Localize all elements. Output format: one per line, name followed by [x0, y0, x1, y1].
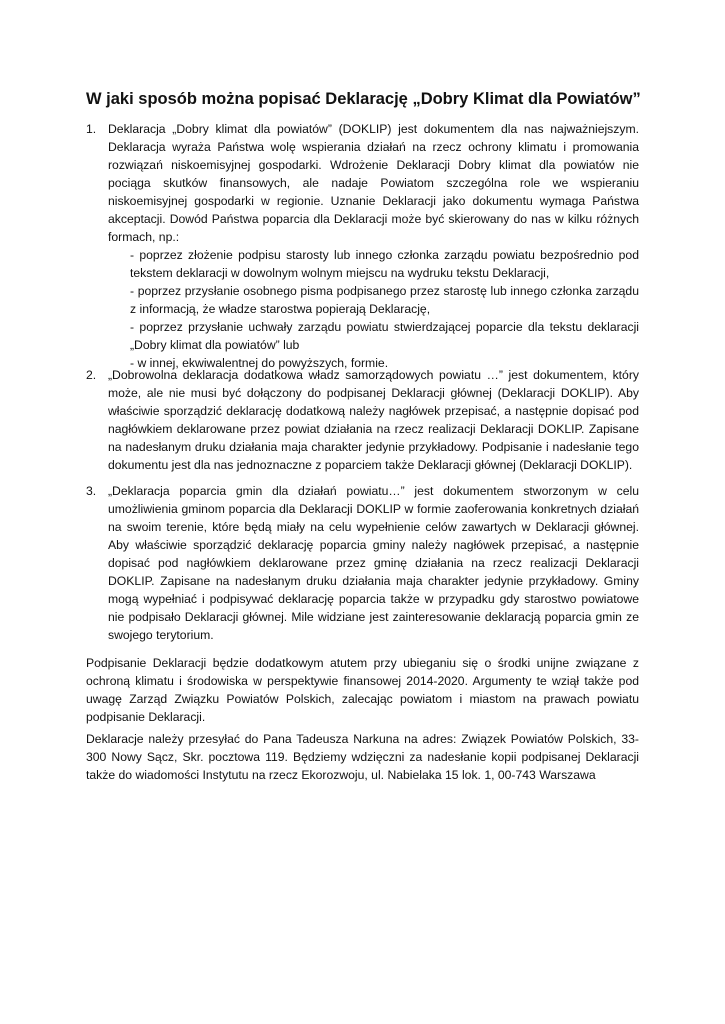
list-item-1: [86, 120, 639, 372]
paragraph-address: Deklaracje należy przesyłać do Pana Tadeusza Narkuna na adres: Związek Powiatów Polskich, 33-300 Nowy Sącz, Skr. pocztowa 119. Będziemy wdzięczni za nadesłanie kopii podpisanej Deklaracji także do wiadomości Instytutu na rzecz Ekorozwoju, ul. Nabielaka 15 lok. 1, 00-743 Warszawa: [86, 732, 639, 782]
list-item-text: Deklaracja „Dobry klimat dla powiatów” (DOKLIP) jest dokumentem dla nas najważniejszym. Deklaracja wyraża Państwa wolę wspierania działań na rzecz ochrony klimatu i promowania rozwiązań niskoemisyjnej gospodarki. Wdrożenie Deklaracji Dobry klimat dla powiatów nie pociąga skutków finansowych, ale nadaje Powiatom szczególna role we wspieraniu niskoemisyjnej gospodarki w regionie. Uznanie Deklaracji jako dokumentu wymaga Państwa akceptacji. Dowód Państwa poparcia dla Deklaracji może być skierowany do nas w kilku różnych formach, np.:: [108, 122, 639, 244]
option-letter: - poprzez przysłanie osobnego pisma podpisanego przez starostę lub innego członka zarządu z informacją, że władze starostwa popierają Deklarację,: [130, 284, 639, 316]
page-title: W jaki sposób można popisać Deklarację „Dobry Klimat dla Powiatów”: [86, 90, 641, 108]
list-item-text: „Deklaracja poparcia gmin dla działań powiatu…” jest dokumentem stworzonym w celu umożliwienia gminom poparcia dla Deklaracji DOKLIP w formie zaoferowania konkretnych działań na swoim terenie, które będą miały na celu wypełnienie celów zawartych w Deklaracji głównej. Aby właściwie sporządzić deklarację poparcia gminy należy nagłówek przepisać, a następnie dopisać pod nagłówkiem deklarowane przez gminę działania na rzecz realizacji Deklaracji DOKLIP. Zapisane na nadesłanym druku działania maja charakter jedynie przykładowy. Gminy mogą wypełniać i podpisywać deklarację poparcia także w przypadku gdy starostwo powiatowe nie podpisało Deklaracji głównej. Mile widziane jest zainteresowanie deklaracją poparcia gmin ze swojego terytorium.: [108, 484, 639, 642]
option-signature: - poprzez złożenie podpisu starosty lub innego członka zarządu powiatu bezpośrednio pod tekstem deklaracji w dowolnym wolnym miejscu na wydruku tekstu Deklaracji,: [130, 248, 639, 280]
option-other: - w innej, ekwiwalentnej do powyższych, formie.: [130, 356, 389, 370]
list-number: 1.: [86, 122, 97, 136]
list-item-3: [86, 482, 639, 644]
list-number: 3.: [86, 484, 97, 498]
list-item-body: [108, 120, 639, 372]
list-number: 2.: [86, 368, 97, 382]
list-item-2: [86, 366, 639, 474]
option-resolution: - poprzez przysłanie uchwały zarządu powiatu stwierdzającej poparcie dla tekstu deklaracji „Dobry klimat dla powiatów” lub: [130, 320, 639, 352]
paragraph-benefits: Podpisanie Deklaracji będzie dodatkowym atutem przy ubieganiu się o środki unijne związane z ochroną klimatu i środowiska w perspektywie finansowej 2014-2020. Argumenty te wziął także pod uwagę Zarząd Związku Powiatów Polskich, zalecając powiatom i miastom na prawach powiatu podpisanie Deklaracji.: [86, 656, 639, 724]
list-item-text: „Dobrowolna deklaracja dodatkowa władz samorządowych powiatu …” jest dokumentem, który może, ale nie musi być dołączony do podpisanej Deklaracji głównej (Deklaracji DOKLIP). Aby właściwie sporządzić deklarację dodatkową należy nagłówek przepisać, a następnie dopisać pod nagłówkiem deklarowane przez powiat działania na rzecz realizacji Deklaracji DOKLIP. Zapisane na nadesłanym druku działania maja charakter jedynie przykładowy. Podpisanie i nadesłanie tego dokumentu jest dla nas jednoznaczne z poparciem także Deklaracji głównej (Deklaracji DOKLIP).: [108, 368, 639, 472]
